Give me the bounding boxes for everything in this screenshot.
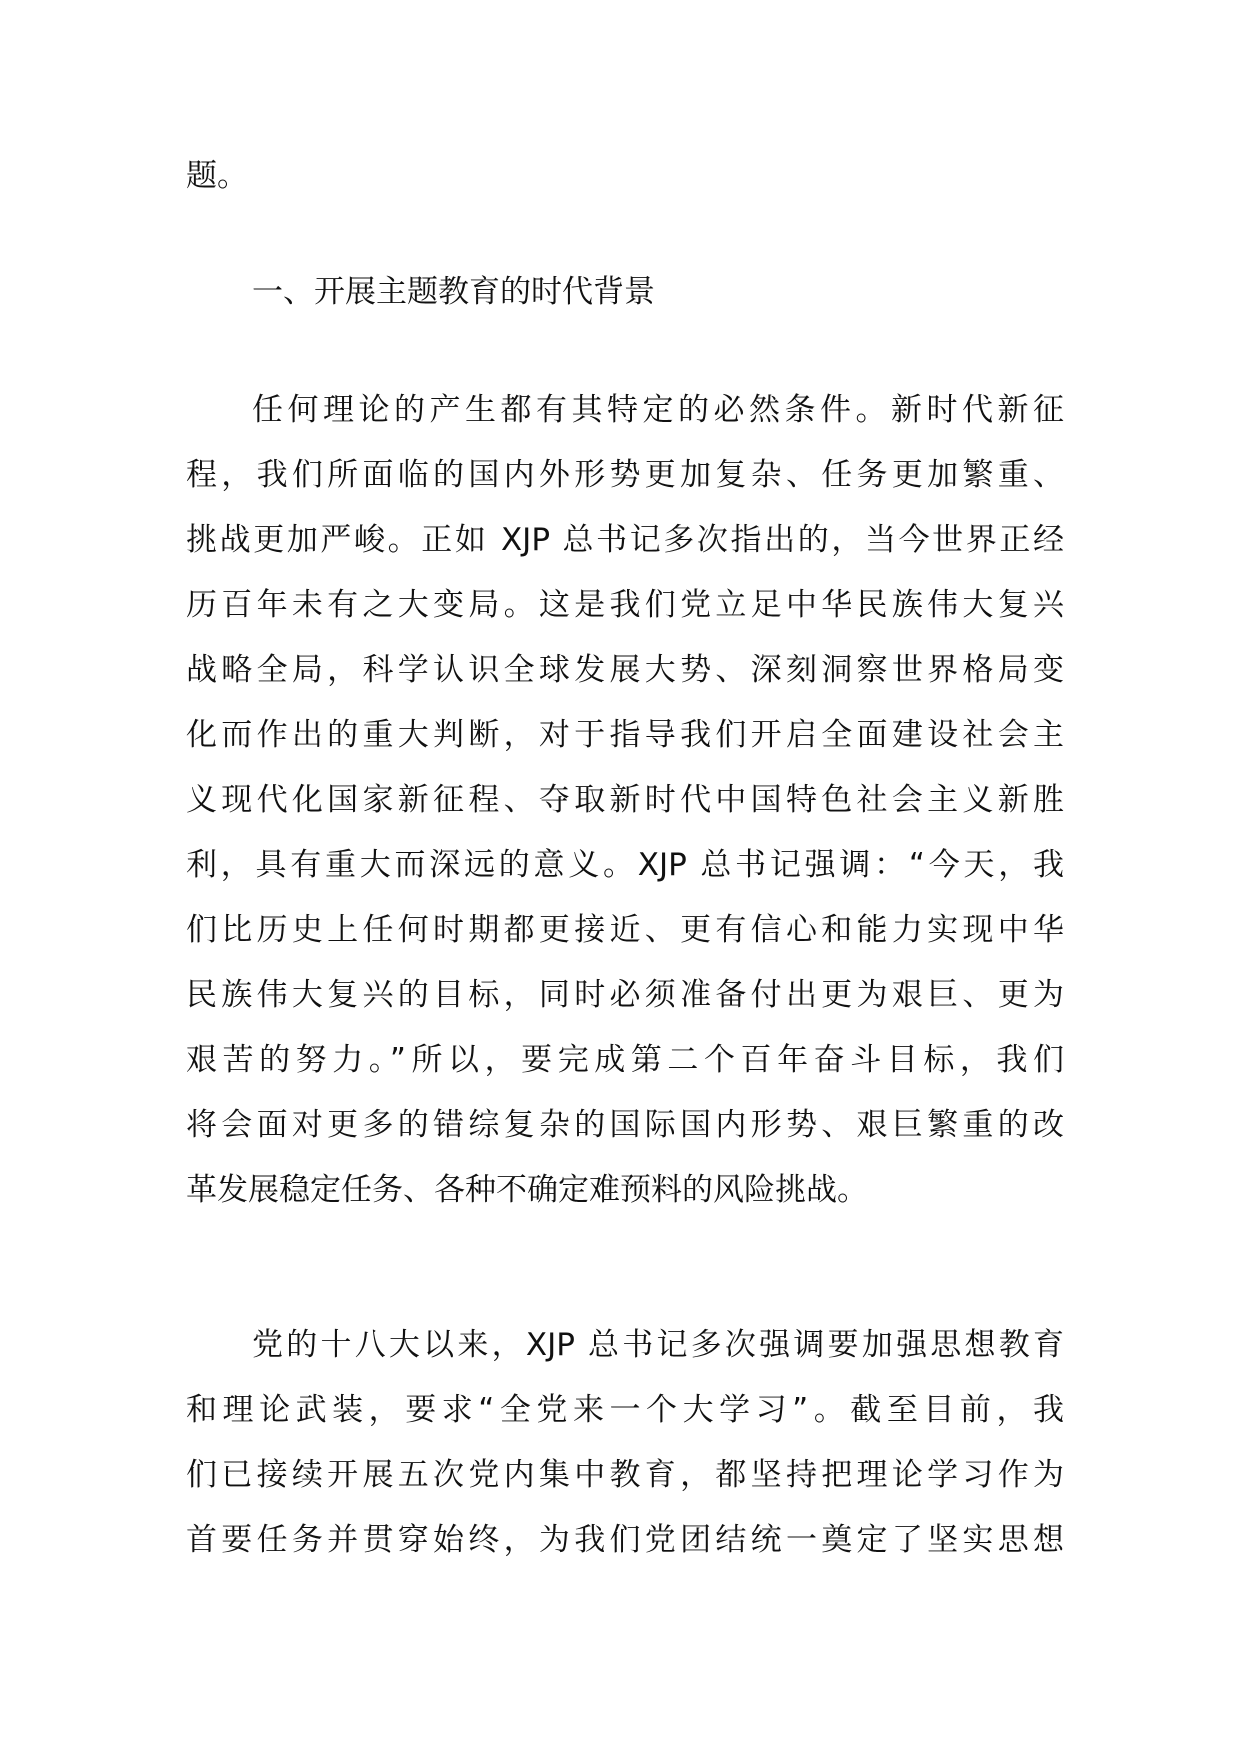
heading-text: 一、开展主题教育的时代背景 (252, 274, 655, 310)
paragraph-1 (186, 378, 1064, 1223)
text-line: 艰苦的努力。”所以，要完成第二个百年奋斗目标，我们 (186, 1042, 1064, 1078)
text-line: 和理论武装，要求“全党来一个大学习”。截至目前，我 (186, 1392, 1064, 1428)
text-line: 们比历史上任何时期都更接近、更有信心和能力实现中华 (186, 912, 1064, 948)
text-line: 化而作出的重大判断，对于指导我们开启全面建设社会主 (186, 717, 1064, 753)
section-heading (186, 260, 1064, 325)
text-line: 题。 (186, 158, 248, 194)
text-line: 党的十八大以来，XJP 总书记多次强调要加强思想教育 (252, 1327, 1064, 1363)
text-line: 战略全局，科学认识全球发展大势、深刻洞察世界格局变 (186, 652, 1064, 688)
paragraph-2 (186, 1313, 1064, 1573)
text-line: 任何理论的产生都有其特定的必然条件。新时代新征 (252, 392, 1064, 428)
text-line: 革发展稳定任务、各种不确定难预料的风险挑战。 (186, 1172, 868, 1208)
text-line: 义现代化国家新征程、夺取新时代中国特色社会主义新胜 (186, 782, 1064, 818)
continuation-text (186, 144, 1064, 209)
text-line: 历百年未有之大变局。这是我们党立足中华民族伟大复兴 (186, 587, 1064, 623)
text-line: 首要任务并贯穿始终，为我们党团结统一奠定了坚实思想 (186, 1522, 1064, 1558)
text-line: 们已接续开展五次党内集中教育，都坚持把理论学习作为 (186, 1457, 1064, 1493)
text-line: 程，我们所面临的国内外形势更加复杂、任务更加繁重、 (186, 457, 1064, 493)
text-line: 民族伟大复兴的目标，同时必须准备付出更为艰巨、更为 (186, 977, 1064, 1013)
text-line: 挑战更加严峻。正如 XJP 总书记多次指出的，当今世界正经 (186, 522, 1064, 558)
text-line: 将会面对更多的错综复杂的国际国内形势、艰巨繁重的改 (186, 1107, 1064, 1143)
text-line: 利，具有重大而深远的意义。XJP 总书记强调：“今天，我 (186, 847, 1064, 883)
